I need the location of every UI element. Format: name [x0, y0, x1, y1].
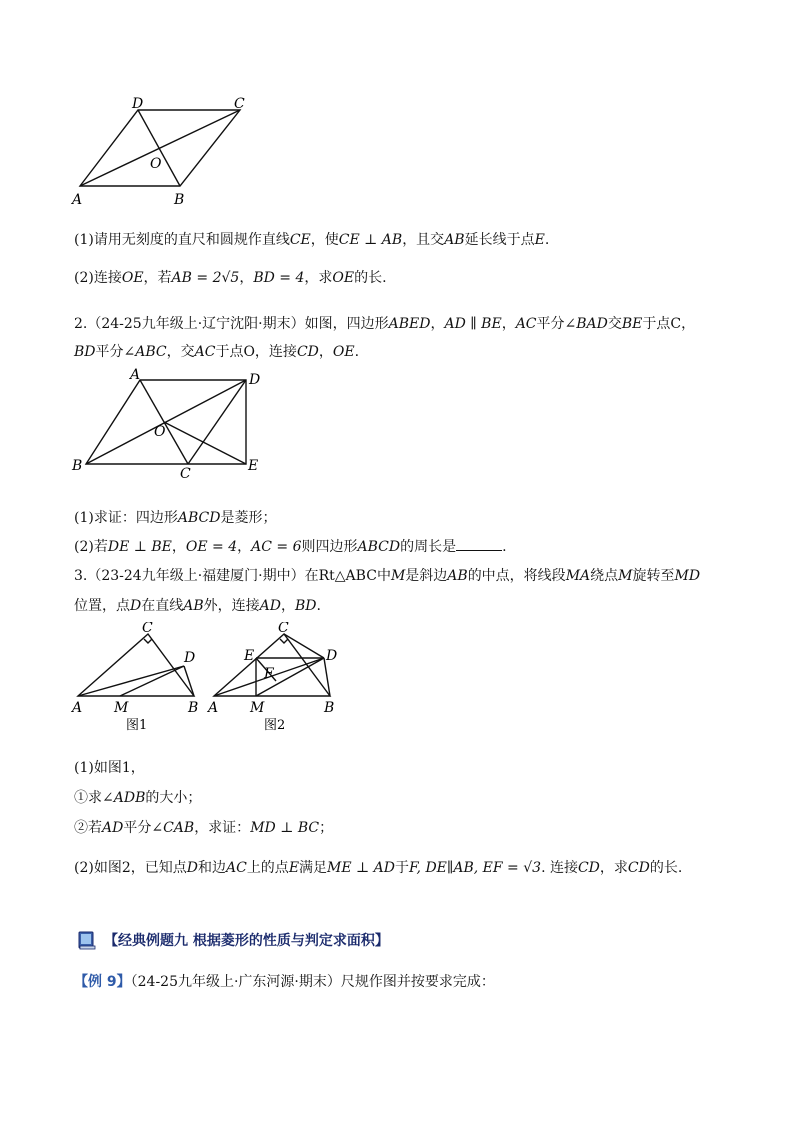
- label-a: A: [130, 367, 141, 383]
- triangle-abc: [78, 634, 194, 696]
- example-tag: 【例 9】: [74, 974, 131, 990]
- fig2-caption: 图2: [264, 718, 286, 733]
- label-a: A: [72, 700, 83, 716]
- q3-part1: (1)如图1，: [74, 760, 145, 776]
- label-o: O: [154, 424, 166, 440]
- label-c: C: [180, 466, 191, 478]
- right-angle-mark: [280, 639, 288, 643]
- label-m: M: [114, 700, 129, 716]
- label-d: D: [184, 650, 196, 666]
- right-angle-mark: [144, 639, 152, 643]
- label-e: E: [244, 648, 255, 664]
- label-c: C: [142, 622, 153, 636]
- q3-part2: (2)如图2，已知点D和边AC上的点E满足ME ⊥ AD于F, DE∥AB, EF = √3. 连接CD，求CD的长.: [74, 860, 683, 876]
- section-header: [76, 927, 389, 953]
- answer-blank: [456, 536, 502, 551]
- label-c: C: [234, 96, 245, 112]
- diagonal-bd: [138, 110, 180, 186]
- figure-rhombus-abcd: [70, 94, 260, 212]
- label-d: D: [326, 648, 338, 664]
- label-a: A: [72, 192, 83, 208]
- figure-q3-fig1: [70, 622, 210, 734]
- label-d: D: [132, 96, 144, 112]
- label-b: B: [188, 700, 199, 716]
- figure-q3-fig2: [206, 622, 346, 734]
- label-b: B: [324, 700, 335, 716]
- q2-part2: (2)若DE ⊥ BE，OE = 4，AC = 6则四边形ABCD的周长是 .: [74, 536, 507, 557]
- label-o: O: [150, 156, 162, 172]
- q3-line1: 3.（23-24九年级上·福建厦门·期中）在Rt△ABC中M是斜边AB的中点，将线段MA绕点M旋转至MD: [74, 568, 701, 584]
- label-a: A: [208, 700, 219, 716]
- segment-cd: [284, 634, 324, 658]
- figure-q2-quadrilateral: [68, 366, 278, 478]
- label-b: B: [174, 192, 185, 208]
- q3-sub2: ②若AD平分∠CAB，求证：MD ⊥ BC；: [74, 820, 334, 836]
- diagonal-ac: [80, 110, 240, 186]
- fig1-caption: 图1: [126, 718, 148, 733]
- q3-line2: 位置，点D在直线AB外，连接AD，BD.: [74, 598, 321, 614]
- section-title: 【经典例题九 根据菱形的性质与判定求面积】: [104, 933, 389, 949]
- label-m: M: [250, 700, 265, 716]
- q2-line2: BD平分∠ABC，交AC于点O，连接CD，OE.: [74, 344, 360, 360]
- segment-cd: [188, 380, 246, 464]
- q2-part1: (1)求证：四边形ABCD是菱形；: [74, 510, 277, 526]
- label-f: F: [264, 666, 274, 682]
- q3-sub1: ①求∠ADB的大小；: [74, 790, 202, 806]
- q1-part1: (1)请用无刻度的直尺和圆规作直线CE，使CE ⊥ AB，且交AB延长线于点E.: [74, 232, 550, 248]
- q1-part2: (2)连接OE，若AB = 2√5，BD = 4，求OE的长.: [74, 270, 387, 286]
- q2-line1: 2.（24-25九年级上·辽宁沈阳·期末）如图，四边形ABED，AD ∥ BE，AC平分∠BAD交BE于点C，: [74, 316, 696, 332]
- label-e: E: [248, 458, 259, 474]
- label-d: D: [249, 372, 261, 388]
- label-b: B: [72, 458, 83, 474]
- segment-bd: [184, 666, 194, 696]
- label-c: C: [278, 622, 289, 636]
- example9-line: 【例 9】（24-25九年级上·广东河源·期末）尺规作图并按要求完成：: [74, 974, 495, 990]
- book-icon: [76, 929, 98, 951]
